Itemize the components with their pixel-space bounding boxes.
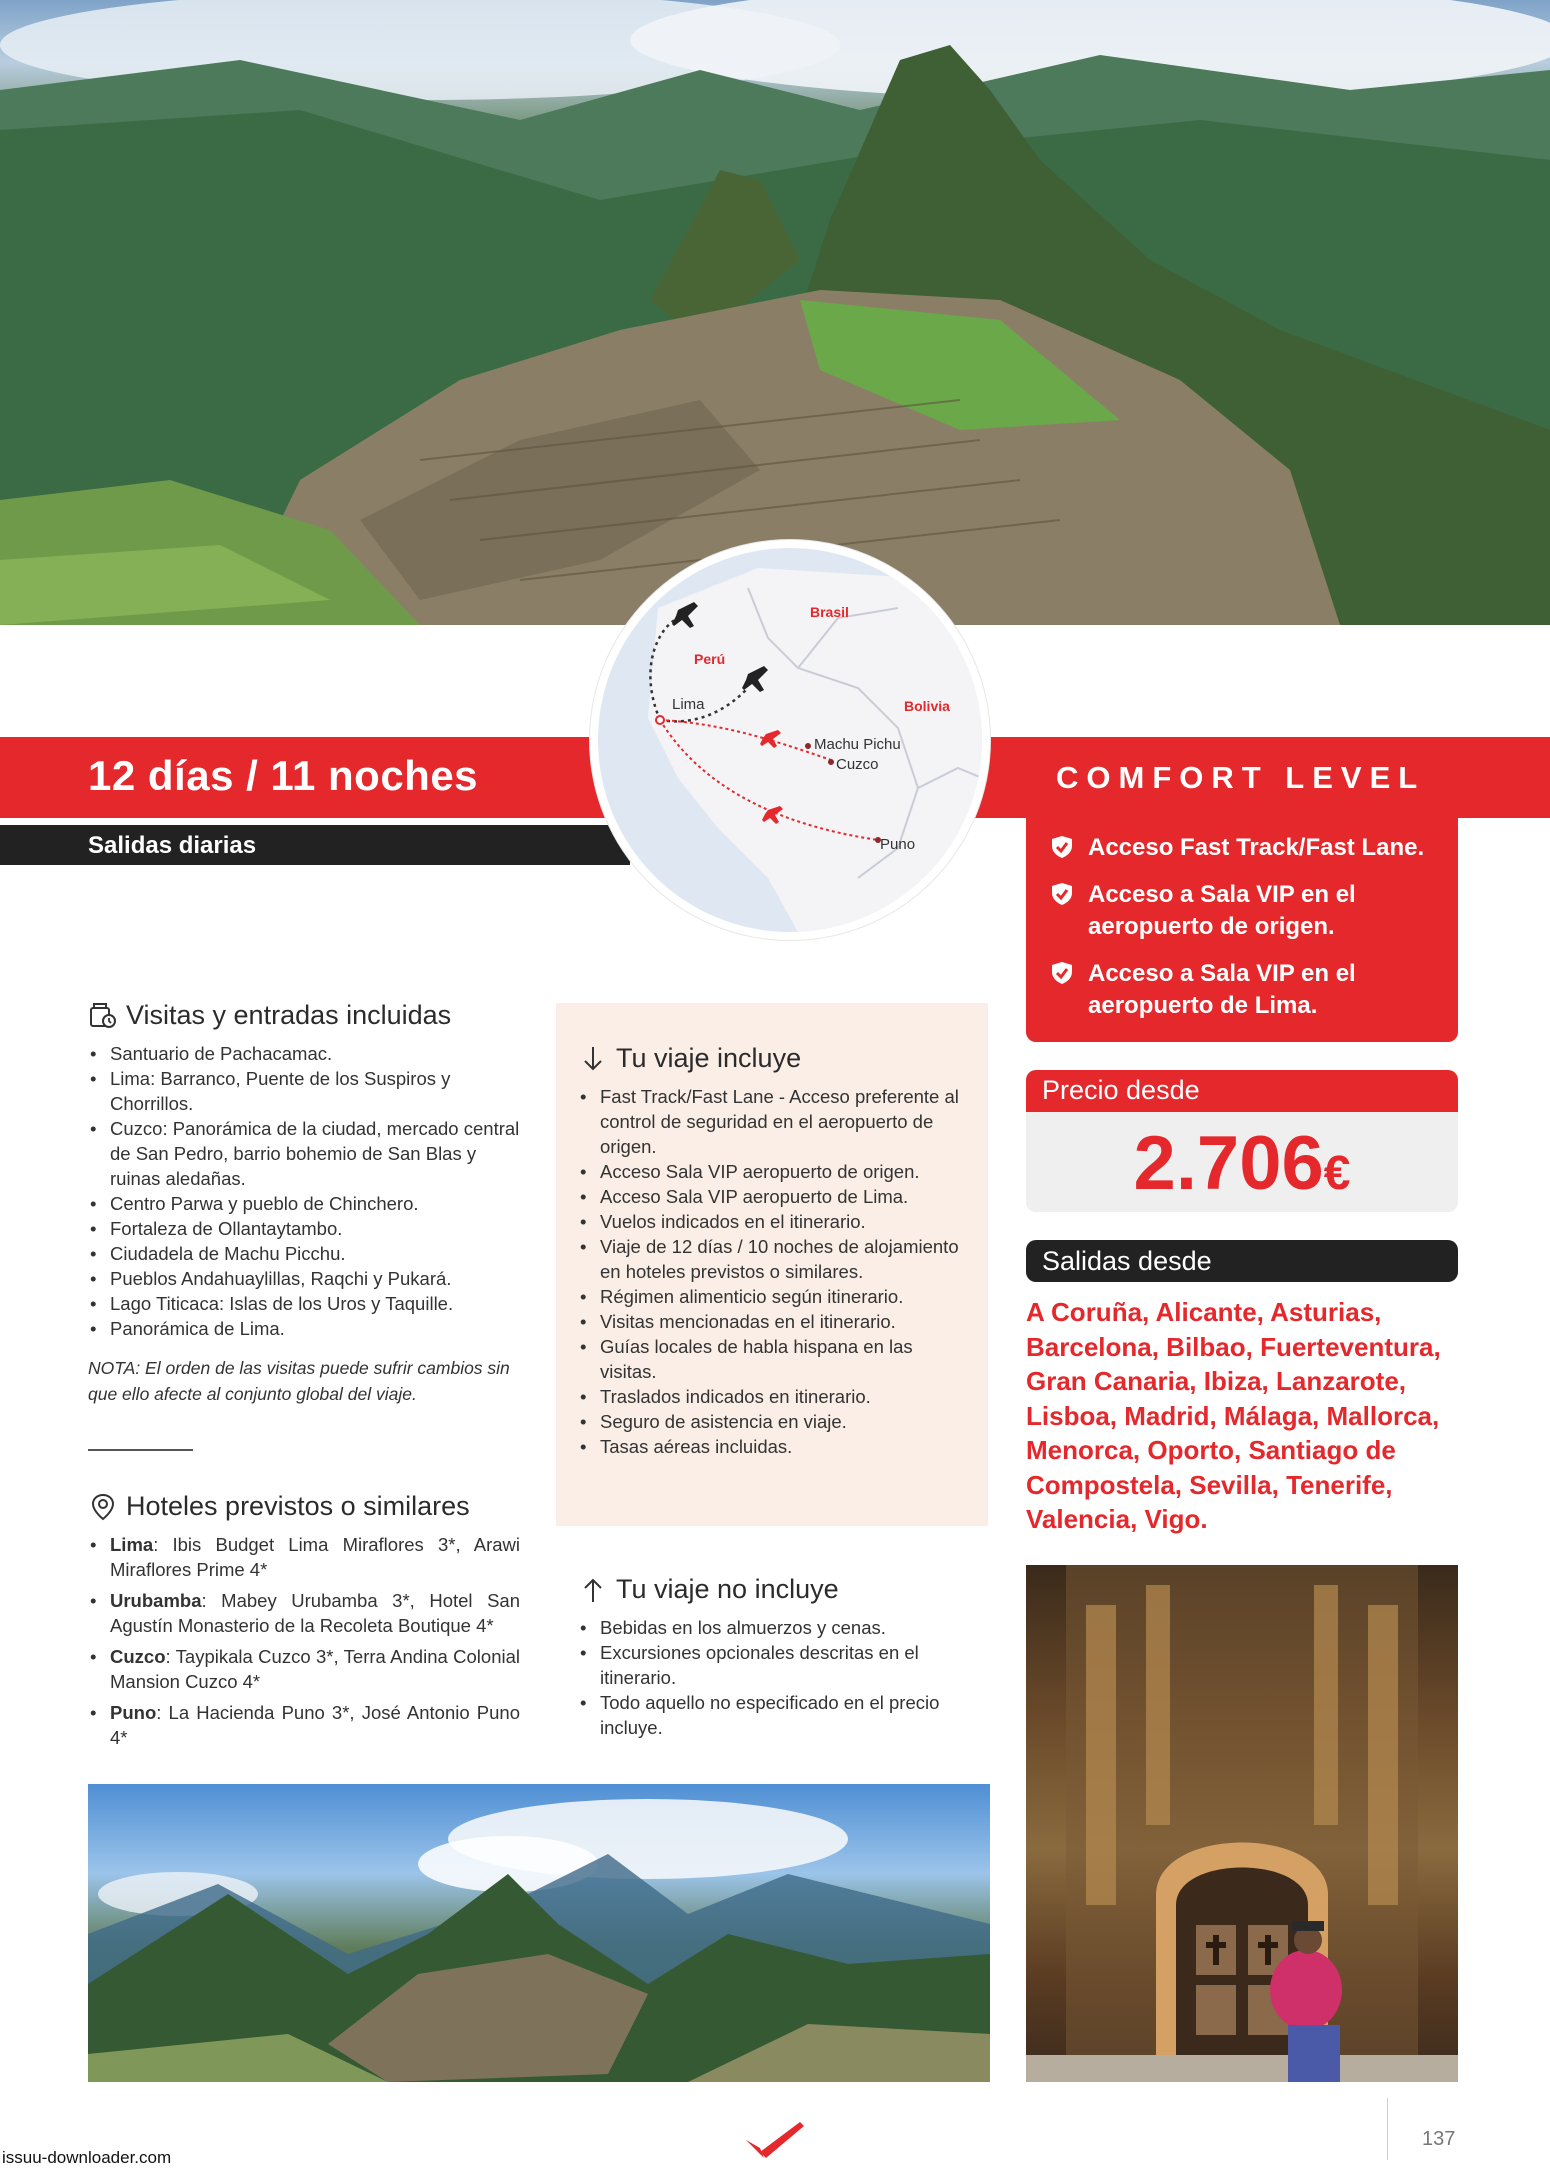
visits-title: Visitas y entradas incluidas — [126, 1000, 452, 1030]
map-label-cuzco: Cuzco — [836, 756, 879, 773]
brand-logo — [740, 2118, 806, 2160]
hotel-names: : La Hacienda Puno 3*, José Antonio Puno 4* — [110, 1702, 520, 1748]
hotel-names: : Ibis Budget Lima Miraflores 3*, Arawi Miraflores Prime 4* — [110, 1534, 520, 1580]
list-item: • Acceso Sala VIP aeropuerto de Lima. — [578, 1184, 966, 1209]
comfort-item — [1050, 958, 1438, 1022]
comfort-item-text: Acceso Fast Track/Fast Lane. — [1088, 834, 1425, 861]
includes-heading — [578, 1043, 966, 1074]
list-item: • Régimen alimenticio según itinerario. — [578, 1284, 966, 1309]
list-item: • Cuzco: Panorámica de la ciudad, mercado central de San Pedro, barrio bohemio de San Blas y ruinas aledañas. — [88, 1116, 520, 1191]
list-item: • Visitas mencionadas en el itinerario. — [578, 1309, 966, 1334]
watermark: issuu-downloader.com — [2, 2148, 172, 2167]
includes-list — [578, 1084, 966, 1459]
price-currency: € — [1323, 1147, 1351, 1200]
list-item: • Excursiones opcionales descritas en el itinerario. — [578, 1640, 966, 1690]
footer-divider — [1387, 2098, 1388, 2160]
visits-heading — [88, 1000, 520, 1031]
hotel-names: : Taypikala Cuzco 3*, Terra Andina Colonial Mansion Cuzco 4* — [110, 1646, 520, 1692]
left-column — [88, 1000, 520, 1756]
hotel-city: Cuzco — [110, 1646, 166, 1667]
page-number: 137 — [1422, 2128, 1456, 2150]
list-item: • Viaje de 12 días / 10 noches de alojamiento en hoteles previstos o similares. — [578, 1234, 966, 1284]
shield-check-icon — [1050, 835, 1074, 859]
excludes-list — [578, 1615, 966, 1740]
excludes-box — [556, 1574, 988, 1740]
hotels-list — [88, 1532, 520, 1750]
comfort-level-list — [1026, 818, 1458, 1042]
hotel-city: Urubamba — [110, 1590, 202, 1611]
location-pin-icon — [88, 1492, 118, 1522]
photo-church-facade — [1026, 1565, 1458, 2082]
list-item — [88, 1532, 520, 1582]
route-map — [590, 540, 990, 940]
excludes-heading — [578, 1574, 966, 1605]
list-item: • Fast Track/Fast Lane - Acceso preferente al control de seguridad en el aeropuerto de origen. — [578, 1084, 966, 1159]
list-item: • Vuelos indicados en el itinerario. — [578, 1209, 966, 1234]
list-item: • Todo aquello no especificado en el precio incluye. — [578, 1690, 966, 1740]
list-item — [88, 1644, 520, 1694]
shield-check-icon — [1050, 882, 1074, 906]
list-item: • Lago Titicaca: Islas de los Uros y Taquille. — [88, 1291, 520, 1316]
comfort-item-text: Acceso a Sala VIP en el aeropuerto de Lima. — [1088, 960, 1356, 1019]
map-label-puno: Puno — [880, 836, 916, 853]
visits-list — [88, 1041, 520, 1341]
list-item: • Fortaleza de Ollantaytambo. — [88, 1216, 520, 1241]
list-item — [88, 1588, 520, 1638]
hotels-title: Hoteles previstos o similares — [126, 1491, 470, 1521]
shield-check-icon — [1050, 961, 1074, 985]
hotel-names: : Mabey Urubamba 3*, Hotel San Agustín Monasterio de la Recoleta Boutique 4* — [110, 1590, 520, 1636]
comfort-item-text: Acceso a Sala VIP en el aeropuerto de origen. — [1088, 881, 1356, 940]
departures-from-cities: A Coruña, Alicante, Asturias, Barcelona, Bilbao, Fuerteventura, Gran Canaria, Ibiza, Lanzarote, Lisboa, Madrid, Málaga, Mallorca, Menorca, Oporto, Santiago de Compostela, Sevilla, Tenerife, Valencia, Vigo. — [1026, 1297, 1441, 1534]
price-box — [1026, 1070, 1458, 1212]
trip-duration: 12 días / 11 noches — [88, 752, 479, 799]
list-item: • Panorámica de Lima. — [88, 1316, 520, 1341]
list-item: • Lima: Barranco, Puente de los Suspiros y Chorrillos. — [88, 1066, 520, 1116]
hotel-city: Puno — [110, 1702, 157, 1723]
price-amount: 2.706 — [1133, 1121, 1324, 1206]
price-label: Precio desde — [1026, 1070, 1458, 1112]
list-item: • Guías locales de habla hispana en las visitas. — [578, 1334, 966, 1384]
includes-box — [556, 1003, 988, 1526]
comfort-level-title: COMFORT LEVEL — [1056, 760, 1426, 795]
list-item: • Seguro de asistencia en viaje. — [578, 1409, 966, 1434]
map-label-lima: Lima — [672, 696, 705, 713]
list-item: • Pueblos Andahuaylillas, Raqchi y Pukará. — [88, 1266, 520, 1291]
hero-photo-machu-picchu — [0, 0, 1550, 625]
comfort-item — [1050, 879, 1438, 943]
map-label-machu-pichu: Machu Pichu — [814, 736, 901, 753]
visits-note: NOTA: El orden de las visitas puede sufrir cambios sin que ello afecte al conjunto global del viaje. — [88, 1358, 510, 1404]
photo-machu-picchu-panorama — [88, 1784, 990, 2082]
excludes-title: Tu viaje no incluye — [616, 1574, 839, 1604]
list-item: • Bebidas en los almuerzos y cenas. — [578, 1615, 966, 1640]
map-label-brasil: Brasil — [810, 604, 849, 620]
price-value — [1026, 1121, 1458, 1212]
departures-from-label: Salidas desde — [1026, 1240, 1458, 1282]
list-item: • Ciudadela de Machu Picchu. — [88, 1241, 520, 1266]
list-item: • Centro Parwa y pueblo de Chinchero. — [88, 1191, 520, 1216]
arrow-down-icon — [578, 1044, 608, 1074]
hotels-heading — [88, 1491, 520, 1522]
list-item: • Acceso Sala VIP aeropuerto de origen. — [578, 1159, 966, 1184]
list-item: • Tasas aéreas incluidas. — [578, 1434, 966, 1459]
map-label-bolivia: Bolivia — [904, 698, 950, 714]
comfort-item — [1050, 832, 1438, 864]
ticket-icon — [88, 1001, 118, 1031]
includes-title: Tu viaje incluye — [616, 1043, 802, 1073]
list-item — [88, 1700, 520, 1750]
departures-frequency: Salidas diarias — [88, 832, 257, 859]
arrow-up-icon — [578, 1575, 608, 1605]
hotel-city: Lima — [110, 1534, 154, 1555]
section-divider — [88, 1449, 193, 1451]
list-item: • Santuario de Pachacamac. — [88, 1041, 520, 1066]
list-item: • Traslados indicados en itinerario. — [578, 1384, 966, 1409]
map-label-peru: Perú — [694, 651, 726, 667]
